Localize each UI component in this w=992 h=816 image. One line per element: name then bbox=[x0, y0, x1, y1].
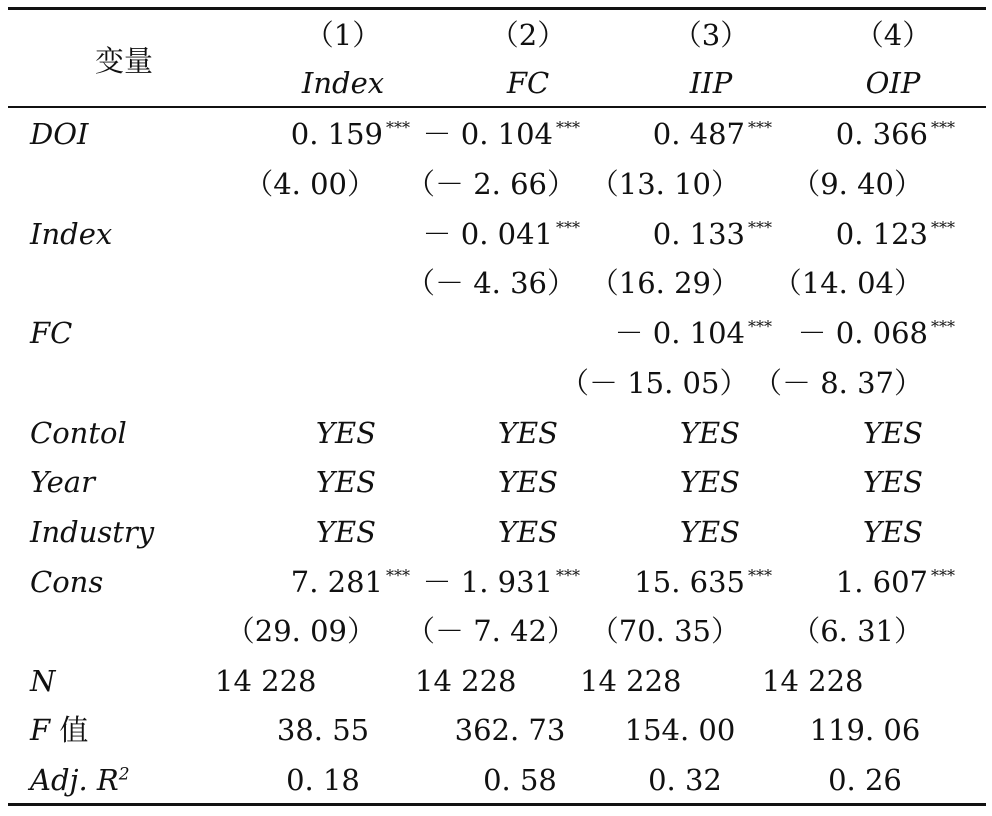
industry-col4: YES bbox=[862, 515, 923, 549]
f-col3: 154. 00 bbox=[624, 713, 736, 747]
coef-doi-col3: 0. 487 *** bbox=[652, 117, 772, 151]
row-label-cons: Cons bbox=[30, 565, 104, 599]
row-label-fc: FC bbox=[30, 316, 73, 350]
tstat-index-col3: （16. 29） bbox=[589, 266, 740, 300]
row-label-n: N bbox=[30, 664, 56, 698]
significance-mark: *** bbox=[556, 566, 580, 586]
tstat-doi-col2: （－ 2. 66） bbox=[405, 167, 576, 201]
coef-cons-col1: 7. 281 *** bbox=[290, 565, 410, 599]
f-col4: 119. 06 bbox=[809, 713, 921, 747]
header-col1-name: Index bbox=[301, 66, 385, 100]
significance-mark: *** bbox=[931, 118, 955, 138]
header-col3-name: IIP bbox=[689, 66, 733, 100]
tstat-index-col4: （14. 04） bbox=[772, 266, 923, 300]
header-col4-name: OIP bbox=[865, 66, 921, 100]
contol-col3: YES bbox=[679, 416, 740, 450]
row-label-contol: Contol bbox=[30, 416, 127, 450]
tstat-cons-col2: （－ 7. 42） bbox=[405, 614, 576, 648]
coef-doi-col2: － 0. 104 *** bbox=[422, 117, 580, 151]
n-col4: 14 228 bbox=[762, 664, 864, 698]
header-col3-number: （3） bbox=[672, 18, 750, 52]
coef-index-col4: 0. 123 *** bbox=[835, 217, 955, 251]
coef-cons-col4: 1. 607 *** bbox=[835, 565, 955, 599]
contol-col4: YES bbox=[862, 416, 923, 450]
adj-r2-col1: 0. 18 bbox=[286, 763, 360, 797]
n-col2: 14 228 bbox=[415, 664, 517, 698]
table-bottom-rule bbox=[8, 803, 986, 806]
row-label-index: Index bbox=[30, 217, 113, 251]
adj-r2-col3: 0. 32 bbox=[648, 763, 722, 797]
significance-mark: *** bbox=[748, 118, 772, 138]
coef-cons-col3: 15. 635 *** bbox=[634, 565, 772, 599]
significance-mark: *** bbox=[931, 566, 955, 586]
significance-mark: *** bbox=[748, 218, 772, 238]
n-col1: 14 228 bbox=[215, 664, 317, 698]
year-col3: YES bbox=[679, 465, 740, 499]
significance-mark: *** bbox=[386, 118, 410, 138]
header-col4-number: （4） bbox=[854, 18, 932, 52]
header-col2-number: （2） bbox=[489, 18, 567, 52]
table-top-rule bbox=[8, 7, 986, 10]
header-col2-name: FC bbox=[506, 66, 550, 100]
superscript-2: 2 bbox=[118, 764, 130, 785]
tstat-cons-col4: （6. 31） bbox=[791, 614, 923, 648]
row-label-adj-r2: Adj. $R^2$ bbox=[30, 763, 130, 797]
adj-r2-col2: 0. 58 bbox=[483, 763, 557, 797]
header-col1-number: （1） bbox=[304, 18, 382, 52]
coef-doi-col1: 0. 159 *** bbox=[290, 117, 410, 151]
industry-col3: YES bbox=[679, 515, 740, 549]
table-header-rule bbox=[8, 106, 986, 108]
n-col3: 14 228 bbox=[580, 664, 682, 698]
coef-fc-col3: － 0. 104 *** bbox=[614, 316, 772, 350]
tstat-fc-col4: （－ 8. 37） bbox=[752, 366, 923, 400]
f-col1: 38. 55 bbox=[276, 713, 370, 747]
coef-index-col2: － 0. 041 *** bbox=[422, 217, 580, 251]
tstat-cons-col1: （29. 09） bbox=[225, 614, 376, 648]
significance-mark: *** bbox=[386, 566, 410, 586]
contol-col2: YES bbox=[497, 416, 558, 450]
significance-mark: *** bbox=[556, 218, 580, 238]
tstat-doi-col4: （9. 40） bbox=[791, 167, 923, 201]
coef-index-col3: 0. 133 *** bbox=[652, 217, 772, 251]
significance-mark: *** bbox=[748, 317, 772, 337]
header-variable-label: 变量 bbox=[95, 44, 154, 78]
contol-col1: YES bbox=[315, 416, 376, 450]
tstat-cons-col3: （70. 35） bbox=[589, 614, 740, 648]
row-label-doi: DOI bbox=[30, 117, 89, 151]
year-col4: YES bbox=[862, 465, 923, 499]
year-col2: YES bbox=[497, 465, 558, 499]
industry-col1: YES bbox=[315, 515, 376, 549]
coef-doi-col4: 0. 366 *** bbox=[835, 117, 955, 151]
tstat-fc-col3: （－ 15. 05） bbox=[560, 366, 749, 400]
coef-cons-col2: － 1. 931 *** bbox=[422, 565, 580, 599]
significance-mark: *** bbox=[931, 218, 955, 238]
tstat-doi-col3: （13. 10） bbox=[589, 167, 740, 201]
significance-mark: *** bbox=[931, 317, 955, 337]
row-label-year: Year bbox=[30, 465, 95, 499]
year-col1: YES bbox=[315, 465, 376, 499]
row-label-industry: Industry bbox=[30, 515, 155, 549]
significance-mark: *** bbox=[556, 118, 580, 138]
row-label-f: F 值 bbox=[30, 713, 89, 747]
industry-col2: YES bbox=[497, 515, 558, 549]
f-col2: 362. 73 bbox=[454, 713, 566, 747]
significance-mark: *** bbox=[748, 566, 772, 586]
tstat-doi-col1: （4. 00） bbox=[244, 167, 376, 201]
coef-fc-col4: － 0. 068 *** bbox=[797, 316, 955, 350]
tstat-index-col2: （－ 4. 36） bbox=[405, 266, 576, 300]
adj-r2-col4: 0. 26 bbox=[828, 763, 902, 797]
